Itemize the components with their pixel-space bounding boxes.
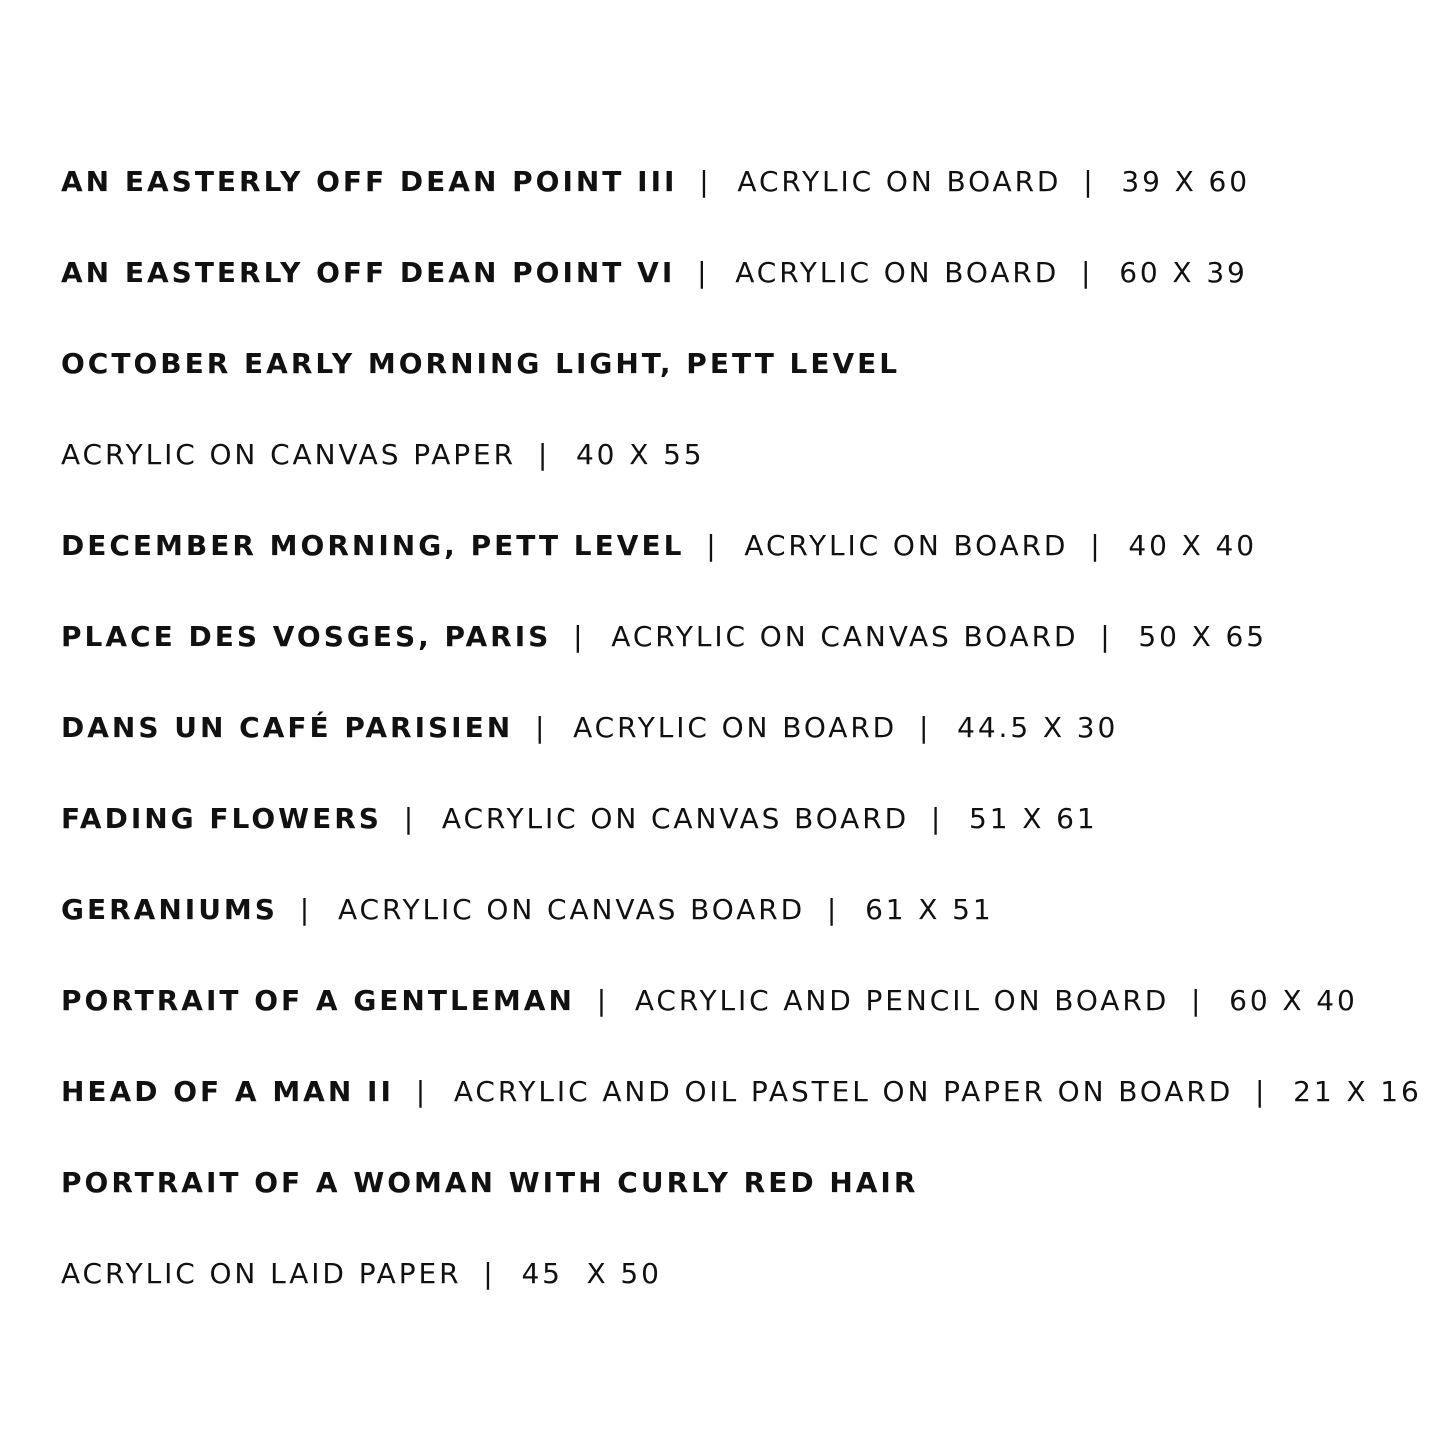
artwork-medium: ACRYLIC ON CANVAS BOARD <box>441 802 910 835</box>
artwork-size: 60 X 39 <box>1119 256 1248 289</box>
artwork-title: GERANIUMS <box>61 893 278 926</box>
artwork-medium: ACRYLIC ON CANVAS BOARD <box>611 620 1079 653</box>
separator: | <box>697 256 710 289</box>
separator: | <box>918 711 932 744</box>
artwork-line <box>61 706 1422 797</box>
artwork-line <box>61 160 1422 251</box>
separator: | <box>930 802 944 835</box>
artwork-size: 45 X 50 <box>521 1257 662 1290</box>
artwork-medium: ACRYLIC ON BOARD <box>737 165 1062 198</box>
separator: | <box>537 438 551 471</box>
artwork-medium: ACRYLIC AND PENCIL ON BOARD <box>634 984 1170 1017</box>
artwork-title: PORTRAIT OF A GENTLEMAN <box>61 984 575 1017</box>
separator: | <box>826 893 840 926</box>
separator: | <box>403 802 417 835</box>
artwork-size: 50 X 65 <box>1138 620 1267 653</box>
separator: | <box>1255 1075 1268 1108</box>
artwork-line <box>61 615 1422 706</box>
artwork-line <box>61 1252 1422 1343</box>
separator: | <box>1083 165 1096 198</box>
separator: | <box>699 165 712 198</box>
artwork-size: 39 X 60 <box>1121 165 1250 198</box>
artwork-title: DANS UN CAFÉ PARISIEN <box>61 711 514 744</box>
artwork-medium: ACRYLIC ON CANVAS BOARD <box>337 893 806 926</box>
artwork-line <box>61 888 1422 979</box>
artwork-size: 51 X 61 <box>969 802 1098 835</box>
artwork-size: 60 X 40 <box>1229 984 1358 1017</box>
artwork-medium: ACRYLIC ON CANVAS PAPER <box>61 438 516 471</box>
separator: | <box>1100 620 1113 653</box>
separator: | <box>1081 256 1094 289</box>
separator: | <box>596 984 610 1017</box>
artwork-medium: ACRYLIC ON BOARD <box>573 711 898 744</box>
artwork-size: 61 X 51 <box>865 893 994 926</box>
artwork-size: 21 X 16 <box>1293 1075 1422 1108</box>
artwork-line <box>61 433 1422 524</box>
artwork-line <box>61 979 1422 1070</box>
artwork-title: AN EASTERLY OFF DEAN POINT VI <box>61 256 676 289</box>
separator: | <box>415 1075 429 1108</box>
separator: | <box>534 711 548 744</box>
separator: | <box>483 1257 496 1290</box>
artwork-title: FADING FLOWERS <box>61 802 382 835</box>
artwork-line <box>61 1070 1422 1161</box>
artwork-list <box>61 160 1422 1343</box>
artwork-line <box>61 797 1422 888</box>
artwork-title: AN EASTERLY OFF DEAN POINT III <box>61 165 678 198</box>
separator: | <box>1090 529 1103 562</box>
artwork-size: 40 X 40 <box>1128 529 1257 562</box>
artwork-medium: ACRYLIC ON LAID PAPER <box>61 1257 462 1290</box>
artwork-title: PORTRAIT OF A WOMAN WITH CURLY RED HAIR <box>61 1166 919 1199</box>
artwork-medium: ACRYLIC AND OIL PASTEL ON PAPER ON BOARD <box>453 1075 1234 1108</box>
artwork-medium: ACRYLIC ON BOARD <box>744 529 1069 562</box>
artwork-title: HEAD OF A MAN II <box>61 1075 394 1108</box>
artwork-title: DECEMBER MORNING, PETT LEVEL <box>61 529 685 562</box>
artwork-line <box>61 251 1422 342</box>
artwork-title: PLACE DES VOSGES, PARIS <box>61 620 552 653</box>
artwork-line <box>61 524 1422 615</box>
artwork-line <box>61 1161 1422 1252</box>
separator: | <box>573 620 586 653</box>
artwork-line <box>61 342 1422 433</box>
artwork-title: OCTOBER EARLY MORNING LIGHT, PETT LEVEL <box>61 347 901 380</box>
artwork-size: 40 X 55 <box>575 438 705 471</box>
separator: | <box>706 529 719 562</box>
artwork-size: 44.5 X 30 <box>957 711 1119 744</box>
artwork-medium: ACRYLIC ON BOARD <box>735 256 1060 289</box>
separator: | <box>1191 984 1204 1017</box>
separator: | <box>299 893 313 926</box>
